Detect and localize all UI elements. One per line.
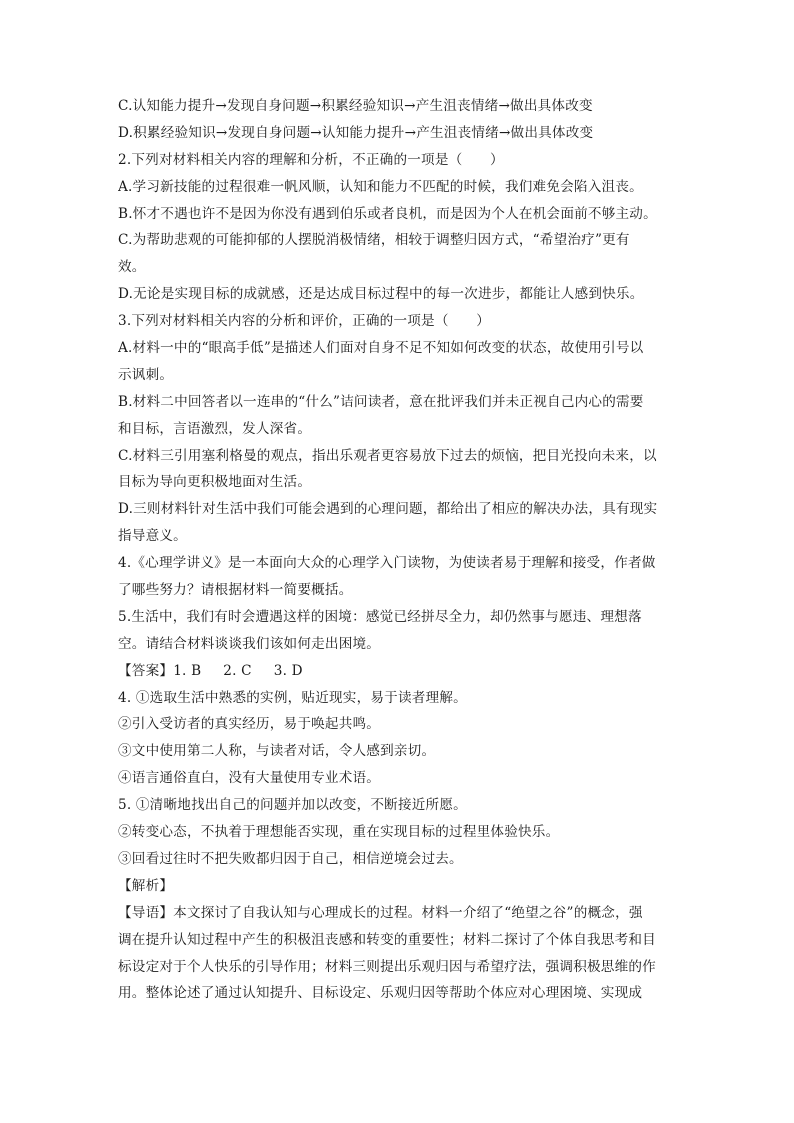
answer4-line: ②引入受访者的真实经历，易于唤起共鸣。	[118, 716, 381, 733]
q4-stem: 4.《心理学讲义》是一本面向大众的心理学入门读物，为使读者易于理解和接受，作者做	[118, 555, 656, 572]
document-page	[118, 93, 678, 1007]
q3-option-b-cont: 和目标，言语激烈，发人深省。	[118, 420, 312, 437]
q2-option-c-cont: 效。	[118, 259, 146, 276]
q3-option-c-cont: 目标为导向更积极地面对生活。	[118, 474, 312, 491]
q4-stem-cont: 了哪些努力？请根据材料一简要概括。	[118, 582, 353, 599]
analysis-line: 标设定对于个人快乐的引导作用；材料三则提出乐观归因与希望疗法，强调积极思维的作	[118, 958, 656, 975]
analysis-line: 用。整体论述了通过认知提升、目标设定、乐观归因等帮助个体应对心理困境、实现成	[118, 985, 643, 1002]
q3-option-a: A.材料一中的“眼高手低”是描述人们面对自身不足不知如何改变的状态，故使用引号以	[118, 340, 644, 357]
q2-option-a: A.学习新技能的过程很难一帆风顺，认知和能力不匹配的时候，我们难免会陷入沮丧。	[118, 178, 643, 195]
answer5-line: 5. ①清晰地找出自己的问题并加以改变，不断接近所愿。	[118, 797, 467, 814]
answer4-line: 4. ①选取生活中熟悉的实例，贴近现实，易于读者理解。	[118, 689, 467, 706]
q2-option-b: B.怀才不遇也许不是因为你没有遇到伯乐或者良机，而是因为个人在机会面前不够主动。	[118, 205, 657, 222]
q3-option-c: C.材料三引用塞利格曼的观点，指出乐观者更容易放下过去的烦恼，把目光投向未来，以	[118, 447, 657, 464]
q5-stem: 5.生活中，我们有时会遭遇这样的困境：感觉已经拼尽全力，却仍然事与愿违、理想落	[118, 608, 642, 625]
q1-option-d: D.积累经验知识→发现自身问题→认知能力提升→产生沮丧情绪→做出具体改变	[118, 124, 594, 141]
analysis-line: 【导语】本文探讨了自我认知与心理成长的过程。材料一介绍了“绝望之谷”的概念，强	[118, 904, 643, 921]
q5-stem-cont: 空。请结合材料谈谈我们该如何走出困境。	[118, 635, 381, 652]
answer5-line: ③回看过往时不把失败都归因于自己，相信逆境会过去。	[118, 850, 463, 867]
q3-option-a-cont: 示讽刺。	[118, 366, 174, 383]
answer-2: 2. C	[223, 662, 252, 679]
answer-1: 1. B	[173, 662, 202, 679]
q1-option-c: C.认知能力提升→发现自身问题→积累经验知识→产生沮丧情绪→做出具体改变	[118, 98, 593, 114]
answer5-line: ②转变心态，不执着于理想能否实现，重在实现目标的过程里体验快乐。	[118, 824, 560, 841]
answer-3: 3. D	[273, 662, 303, 679]
q3-option-d-cont: 指导意义。	[118, 528, 187, 545]
q2-option-d: D.无论是实现目标的成就感，还是达成目标过程中的每一次进步，都能让人感到快乐。	[118, 286, 644, 303]
analysis-label: 【解析】	[118, 877, 174, 894]
analysis-line: 调在提升认知过程中产生的积极沮丧感和转变的重要性；材料二探讨了个体自我思考和目	[118, 931, 656, 948]
answer-label: 【答案】	[118, 662, 174, 679]
q3-option-d: D.三则材料针对生活中我们可能会遇到的心理问题，都给出了相应的解决办法，具有现实	[118, 501, 658, 518]
q3-option-b: B.材料二中回答者以一连串的“什么”诘问读者，意在批评我们并未正视自己内心的需要	[118, 393, 644, 410]
answer-row	[118, 658, 678, 685]
q3-stem: 3.下列对材料相关内容的分析和评价，正确的一项是（ ）	[118, 313, 491, 330]
answer4-line: ③文中使用第二人称，与读者对话，令人感到亲切。	[118, 743, 436, 760]
q2-stem: 2.下列对材料相关内容的理解和分析，不正确的一项是（ ）	[118, 151, 504, 168]
answer4-line: ④语言通俗直白，没有大量使用专业术语。	[118, 770, 381, 787]
q2-option-c: C.为帮助悲观的可能抑郁的人摆脱消极情绪，相较于调整归因方式，“希望治疗”更有	[118, 232, 630, 249]
